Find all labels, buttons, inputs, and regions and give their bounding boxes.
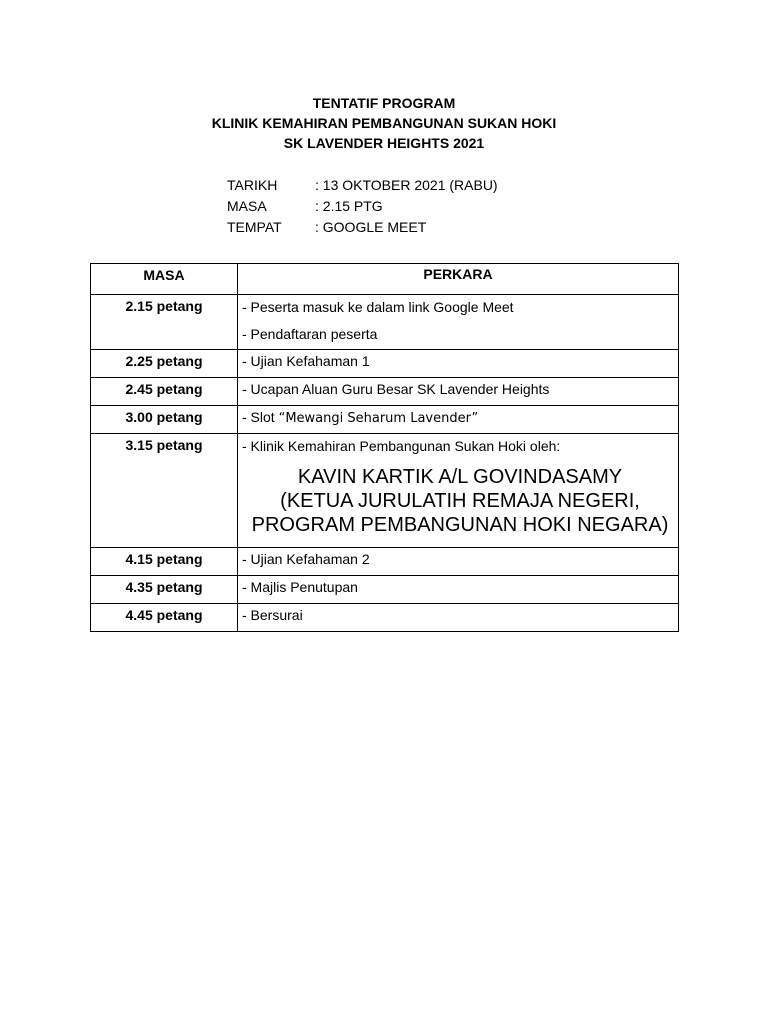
table-row: [91, 576, 679, 604]
row-item: - Ujian Kefahaman 2: [238, 548, 679, 576]
table-row: [91, 548, 679, 576]
info-value: : 13 OKTOBER 2021 (RABU): [315, 177, 498, 193]
schedule-table: [90, 263, 679, 632]
title-line-3: SK LAVENDER HEIGHTS 2021: [283, 135, 485, 151]
info-value: : 2.15 PTG: [315, 198, 383, 214]
row-time: 3.00 petang: [91, 406, 238, 434]
info-label: TARIKH: [227, 177, 278, 193]
table-row: [91, 406, 679, 434]
title-line-1: TENTATIF PROGRAM: [312, 95, 456, 111]
header-item: PERKARA: [238, 264, 679, 295]
row-time: 3.15 petang: [91, 434, 238, 548]
info-row-date: [227, 175, 498, 196]
table-row: [91, 434, 679, 548]
row-time: 4.15 petang: [91, 548, 238, 576]
title-line-2: KLINIK KEMAHIRAN PEMBANGUNAN SUKAN HOKI: [211, 115, 557, 131]
speaker-block: [242, 461, 678, 547]
row-item: - Bersurai: [238, 604, 679, 632]
row-item: [238, 295, 679, 350]
table-row: [91, 378, 679, 406]
info-label: TEMPAT: [227, 219, 282, 235]
speaker-program: PROGRAM PEMBANGUNAN HOKI NEGARA): [251, 514, 669, 536]
item-line: - Klinik Kemahiran Pembangunan Sukan Hoki oleh:: [242, 438, 561, 454]
row-time: 2.45 petang: [91, 378, 238, 406]
row-item: - Ucapan Aluan Guru Besar SK Lavender Heights: [238, 378, 679, 406]
item-line: - Pendaftaran peserta: [242, 326, 378, 342]
info-label: MASA: [227, 198, 267, 214]
item-line: - Peserta masuk ke dalam link Google Meet: [242, 299, 514, 315]
row-time: 4.45 petang: [91, 604, 238, 632]
speaker-name: KAVIN KARTIK A/L GOVINDASAMY: [297, 466, 623, 488]
table-row: [91, 295, 679, 350]
table-header-row: [91, 264, 679, 295]
row-time: 2.25 petang: [91, 350, 238, 378]
document-title: [0, 93, 768, 153]
row-time: 2.15 petang: [91, 295, 238, 350]
row-item: [238, 406, 679, 434]
row-item: - Majlis Penutupan: [238, 576, 679, 604]
info-value: : GOOGLE MEET: [315, 219, 427, 235]
info-row-time: [227, 196, 498, 217]
table-row: [91, 604, 679, 632]
speaker-title: (KETUA JURULATIH REMAJA NEGERI,: [280, 490, 640, 512]
program-info: [227, 175, 498, 238]
row-item: - Ujian Kefahaman 1: [238, 350, 679, 378]
slot-name: “Mewangi Seharum Lavender”: [278, 411, 479, 426]
slot-prefix: - Slot: [242, 409, 279, 425]
header-time: MASA: [91, 264, 238, 295]
info-row-venue: [227, 217, 498, 238]
table-row: [91, 350, 679, 378]
row-time: 4.35 petang: [91, 576, 238, 604]
row-item: [238, 434, 679, 548]
